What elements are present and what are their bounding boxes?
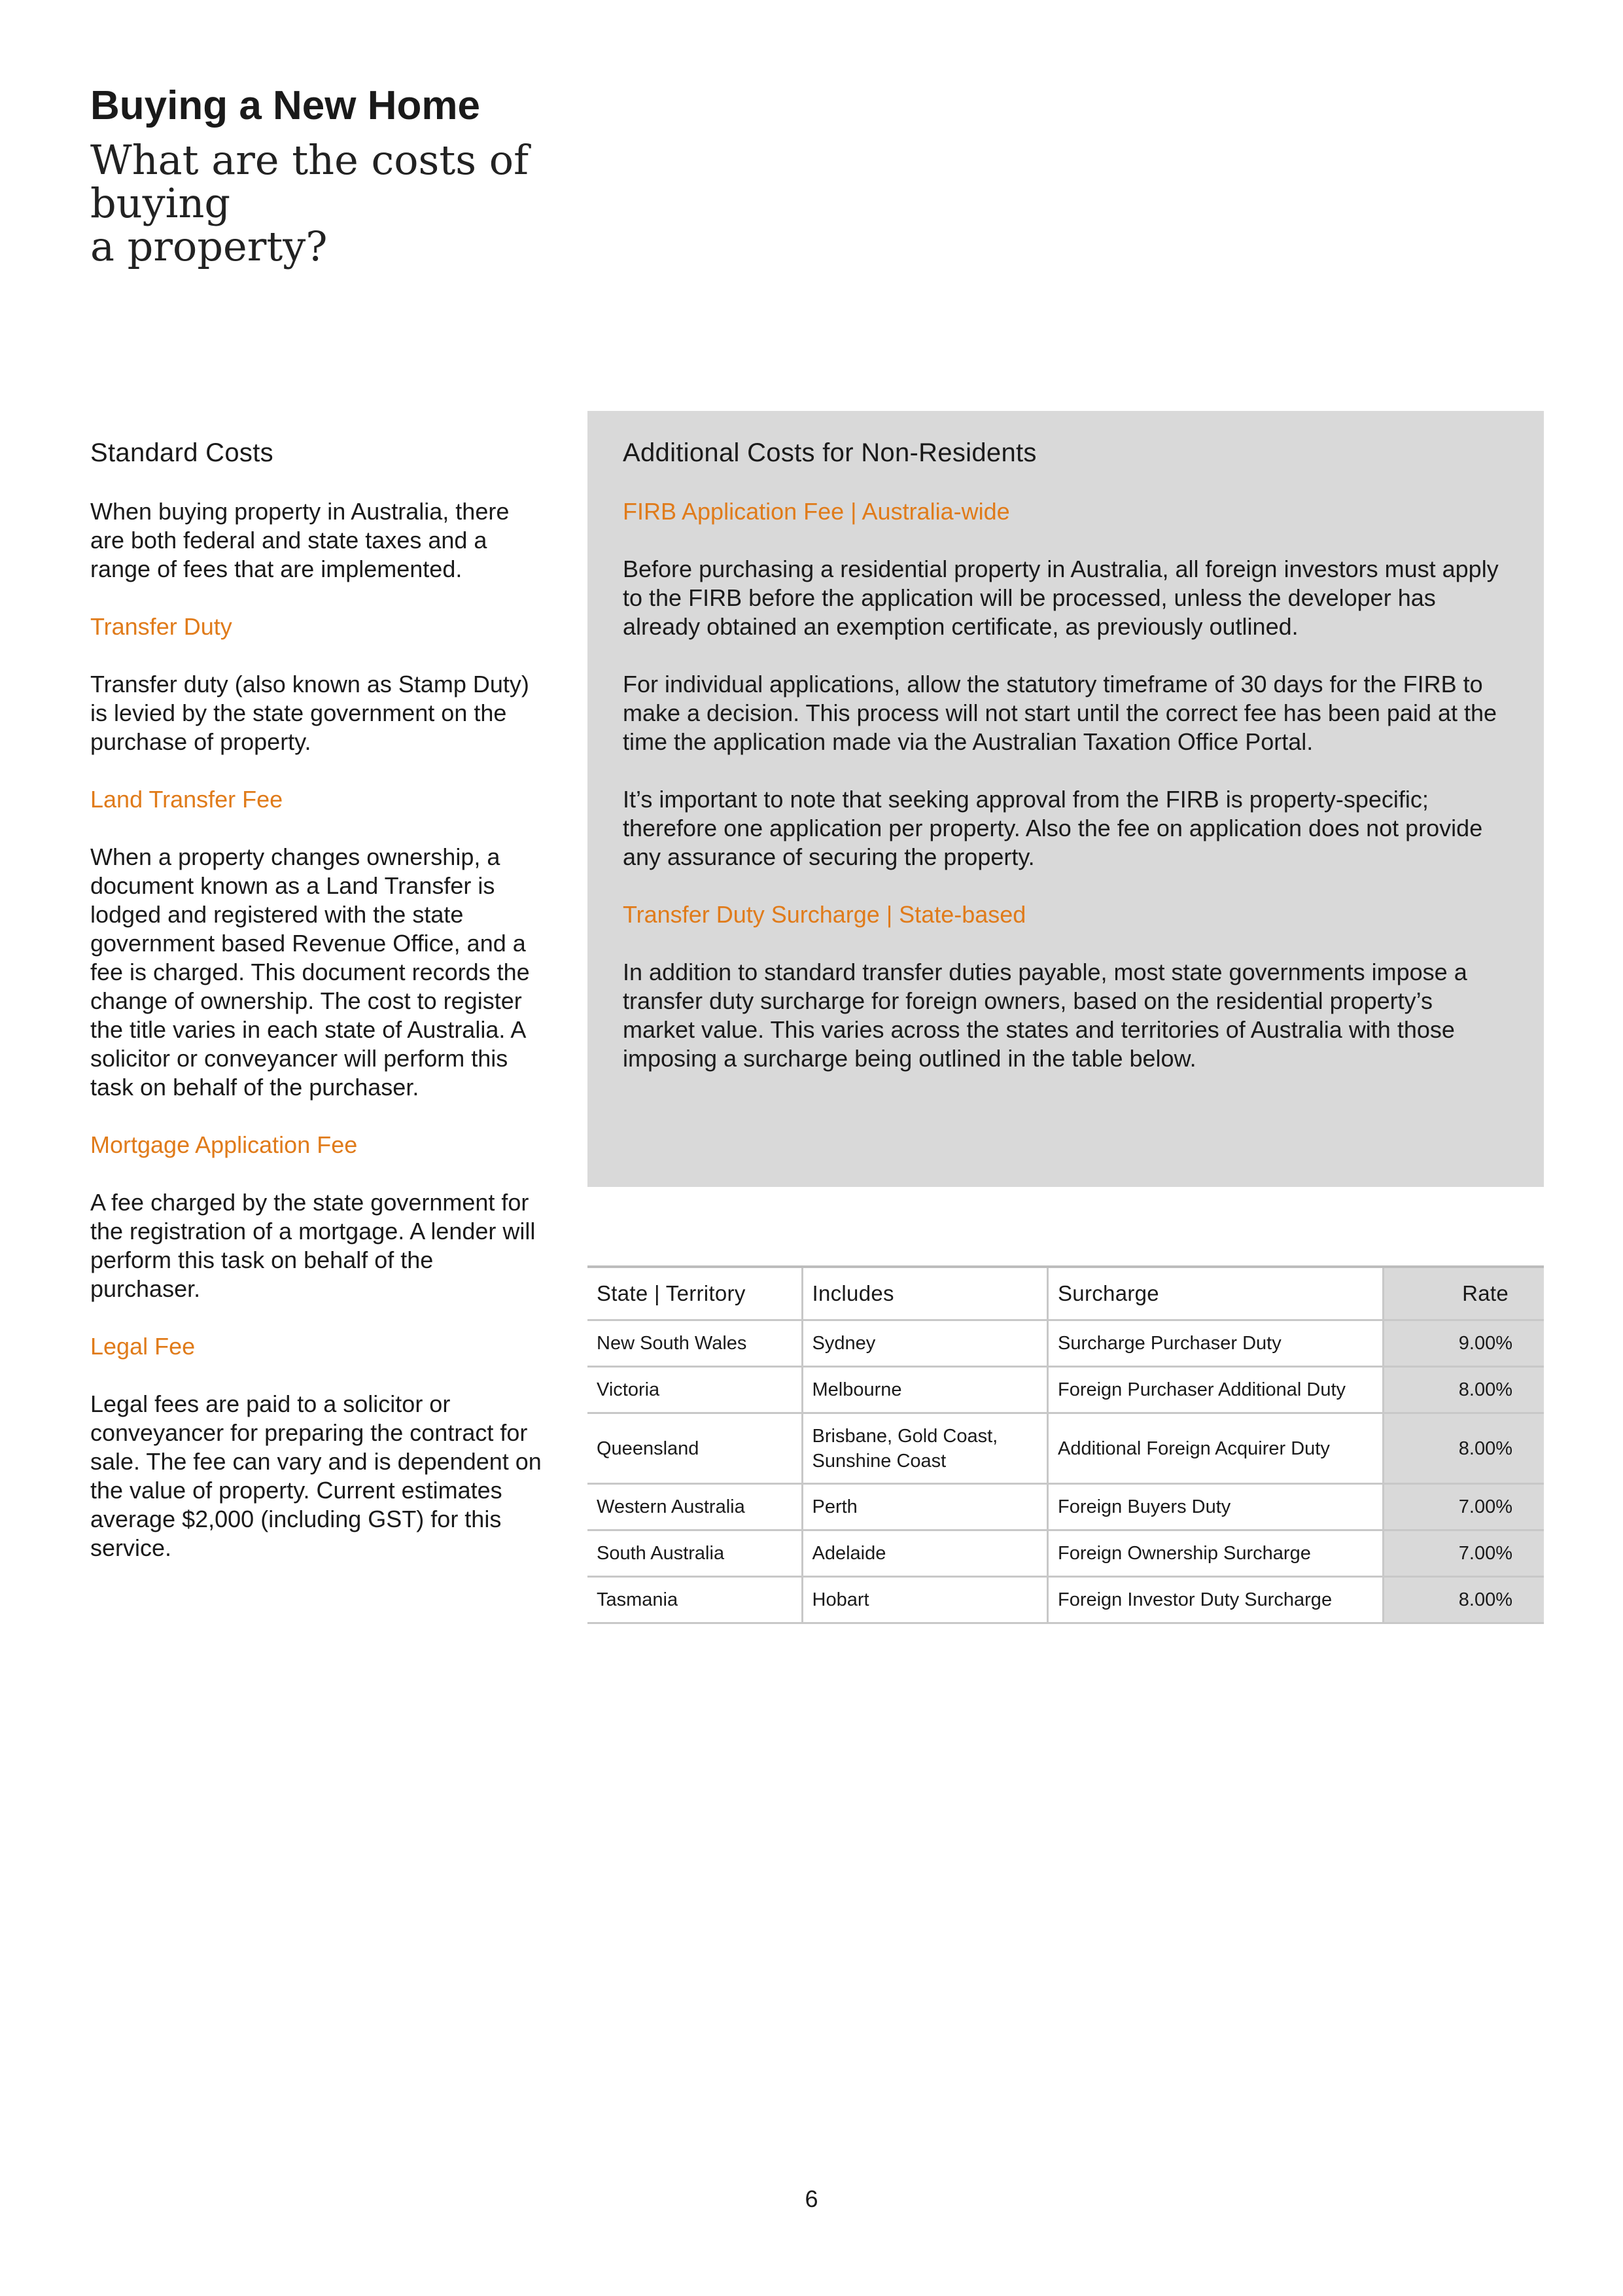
non-residents-heading: Additional Costs for Non-Residents: [623, 438, 1037, 467]
standard-costs-intro: When buying property in Australia, there are both federal and state taxes and a range of fees that are implemented.: [90, 498, 510, 582]
mortgage-application-fee-heading: Mortgage Application Fee: [90, 1131, 358, 1158]
table-header-row: [587, 1267, 1544, 1320]
rate-cell: 8.00%: [1384, 1367, 1544, 1413]
table-row: [587, 1367, 1544, 1413]
standard-costs-column: [90, 437, 548, 1591]
rate-cell: 7.00%: [1384, 1484, 1544, 1530]
legal-fee-heading: Legal Fee: [90, 1333, 196, 1360]
includes-cell: Hobart: [802, 1577, 1047, 1623]
subtitle-line-1: What are the costs of buying: [90, 136, 529, 227]
table-row: [587, 1530, 1544, 1577]
table-row: [587, 1484, 1544, 1530]
firb-fee-heading: FIRB Application Fee | Australia-wide: [623, 498, 1010, 525]
standard-costs-heading: Standard Costs: [90, 438, 273, 467]
column-header-includes: Includes: [802, 1267, 1047, 1320]
land-transfer-fee-heading: Land Transfer Fee: [90, 786, 283, 813]
non-residents-panel: [587, 411, 1544, 1187]
includes-cell: Sydney: [802, 1320, 1047, 1367]
column-header-surcharge: Surcharge: [1047, 1267, 1383, 1320]
rate-cell: 7.00%: [1384, 1530, 1544, 1577]
state-cell: New South Wales: [587, 1320, 802, 1367]
includes-cell: [802, 1413, 1047, 1484]
surcharge-heading: Transfer Duty Surcharge | State-based: [623, 901, 1026, 928]
firb-paragraph: For individual applications, allow the statutory timeframe of 30 days for the FIRB to make a decision. This process will not start until the correct fee has been paid at the time the application made via the Australian Taxation Office Portal.: [623, 671, 1497, 755]
surcharge-cell: Surcharge Purchaser Duty: [1047, 1320, 1383, 1367]
firb-paragraph: It’s important to note that seeking approval from the FIRB is property-specific; therefore one application per property. Also the fee on application does not provide any assurance of securing the property.: [623, 786, 1483, 870]
table-row: [587, 1413, 1544, 1484]
rate-cell: 8.00%: [1384, 1413, 1544, 1484]
state-cell: Tasmania: [587, 1577, 802, 1623]
includes-line-1: Brisbane, Gold Coast,: [812, 1425, 998, 1447]
page-number: 6: [805, 2185, 818, 2212]
surcharge-cell: Additional Foreign Acquirer Duty: [1047, 1413, 1383, 1484]
land-transfer-fee-text: When a property changes ownership, a document known as a Land Transfer is lodged and registered with the state government based Revenue Office, and a fee is charged. This document records the change of ownership. The cost to register the title varies in each state of Australia. A solicitor or conveyancer will perform this task on behalf of the purchaser.: [90, 843, 530, 1101]
surcharge-paragraph: In addition to standard transfer duties payable, most state governments impose a transfer duty surcharge for foreign owners, based on the residential property’s market value. This varies across the states and territories of Australia with those imposing a surcharge being outlined in the table below.: [623, 959, 1467, 1072]
firb-paragraph: Before purchasing a residential property in Australia, all foreign investors must apply to the FIRB before the application will be processed, unless the developer has already obtained an exemption certificate, as previously outlined.: [623, 556, 1499, 640]
includes-line-2: Sunshine Coast: [812, 1450, 947, 1472]
transfer-duty-text: Transfer duty (also known as Stamp Duty) is levied by the state government on the purchase of property.: [90, 671, 529, 755]
state-cell: Queensland: [587, 1413, 802, 1484]
table-row: [587, 1577, 1544, 1623]
transfer-duty-heading: Transfer Duty: [90, 613, 232, 640]
rate-cell: 8.00%: [1384, 1577, 1544, 1623]
includes-cell: Adelaide: [802, 1530, 1047, 1577]
includes-cell: Perth: [802, 1484, 1047, 1530]
table-row: [587, 1320, 1544, 1367]
mortgage-application-fee-text: A fee charged by the state government for the registration of a mortgage. A lender will perform this task on behalf of the purchaser.: [90, 1189, 536, 1302]
surcharge-cell: Foreign Buyers Duty: [1047, 1484, 1383, 1530]
rate-cell: 9.00%: [1384, 1320, 1544, 1367]
page-title: Buying a New Home: [90, 83, 480, 128]
includes-cell: Melbourne: [802, 1367, 1047, 1413]
column-header-rate: Rate: [1384, 1267, 1544, 1320]
page-subtitle: [90, 136, 679, 270]
legal-fee-text: Legal fees are paid to a solicitor or conveyancer for preparing the contract for sale. The fee can vary and is dependent on the value of property. Current estimates average $2,000 (including GST) for this service.: [90, 1390, 542, 1561]
column-header-state: State | Territory: [587, 1267, 802, 1320]
surcharge-cell: Foreign Investor Duty Surcharge: [1047, 1577, 1383, 1623]
subtitle-line-2: a property?: [90, 222, 328, 270]
state-cell: South Australia: [587, 1530, 802, 1577]
surcharge-cell: Foreign Ownership Surcharge: [1047, 1530, 1383, 1577]
state-cell: Western Australia: [587, 1484, 802, 1530]
state-cell: Victoria: [587, 1367, 802, 1413]
surcharge-table: [587, 1265, 1544, 1624]
surcharge-cell: Foreign Purchaser Additional Duty: [1047, 1367, 1383, 1413]
